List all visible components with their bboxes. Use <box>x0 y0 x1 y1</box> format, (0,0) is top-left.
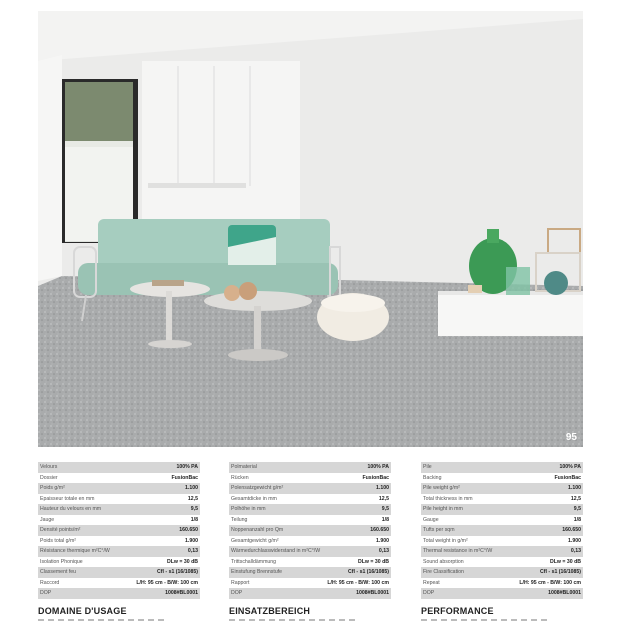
row-value: 1.100 <box>568 485 581 491</box>
row-label: Wärmedurchlasswiderstand in m²C°/W <box>231 548 321 554</box>
row-label: Repeat <box>423 579 440 586</box>
row-label: Velours <box>40 464 58 470</box>
row-label: Pile weight g/m² <box>423 485 460 491</box>
row-value: 1.900 <box>568 537 581 544</box>
table-row <box>38 494 200 505</box>
row-label: Sound absorption <box>423 558 464 565</box>
row-value: 1.900 <box>185 537 198 544</box>
row-value: 1.900 <box>376 537 389 544</box>
row-label: Pile height in mm <box>423 506 463 512</box>
row-value: 1008#BL0001 <box>356 590 389 596</box>
table-row <box>229 578 391 589</box>
row-label: Dossier <box>40 474 58 481</box>
row-value: 0,13 <box>378 548 389 554</box>
row-label: Isolation Phonique <box>40 558 83 565</box>
table-row <box>229 525 391 536</box>
table-row <box>421 473 583 484</box>
row-value: 100% PA <box>559 464 581 470</box>
table-row <box>38 546 200 557</box>
row-value: 1.100 <box>376 485 389 491</box>
table-row <box>229 588 391 599</box>
row-value: 1.100 <box>185 485 198 491</box>
row-label: Poids total g/m² <box>40 537 77 544</box>
row-value: 160.650 <box>370 527 389 533</box>
row-label: Gesamtdicke in mm <box>231 495 277 502</box>
table-row <box>38 504 200 515</box>
table-row <box>229 515 391 526</box>
row-value: 100% PA <box>176 464 198 470</box>
row-label: Polmaterial <box>231 464 257 470</box>
row-label: Résistance thermique m²C°/W <box>40 548 110 554</box>
table-row <box>421 515 583 526</box>
table-row <box>421 578 583 589</box>
table-row <box>421 536 583 547</box>
row-label: Tufts per sqm <box>423 527 455 533</box>
table-row <box>421 494 583 505</box>
row-value: FusionBac <box>362 474 389 481</box>
row-value: 1/8 <box>190 516 198 523</box>
row-value: 0,13 <box>187 548 198 554</box>
heading-performance: PERFORMANCE <box>421 606 494 616</box>
row-label: Densité points/m² <box>40 527 81 533</box>
row-label: Poids g/m² <box>40 485 65 491</box>
row-label: Rapport <box>231 579 250 586</box>
row-value: DLw = 30 dB <box>550 558 581 565</box>
row-label: Noppenanzahl pro Qm <box>231 527 284 533</box>
row-label: DOP <box>40 590 52 596</box>
heading-einsatzbereich: EINSATZBEREICH <box>229 606 311 616</box>
room-photo <box>38 11 583 447</box>
row-label: Gesamtgewicht g/m² <box>231 537 279 544</box>
row-value: 9,5 <box>381 506 389 512</box>
table-row <box>421 504 583 515</box>
row-label: Raccord <box>40 579 60 586</box>
table-row <box>421 588 583 599</box>
row-label: Total thickness in mm <box>423 495 473 502</box>
row-value: 0,13 <box>570 548 581 554</box>
row-value: 160.650 <box>562 527 581 533</box>
table-row <box>229 546 391 557</box>
table-row <box>38 462 200 473</box>
table-row <box>38 525 200 536</box>
row-label: DOP <box>231 590 243 596</box>
heading-domaine-dusage: DOMAINE D'USAGE <box>38 606 127 616</box>
spec-table-german <box>229 462 391 599</box>
table-row <box>38 473 200 484</box>
row-label: Trittschalldämmung <box>231 558 277 565</box>
row-label: Thermal resistance in m²C°/W <box>423 548 493 554</box>
row-label: Gauge <box>423 516 439 523</box>
row-value: FusionBac <box>171 474 198 481</box>
row-value: CfI - s1 (16/1085) <box>348 569 389 575</box>
row-value: L/H: 95 cm - B/W: 100 cm <box>519 579 581 586</box>
row-label: Teilung <box>231 516 248 523</box>
table-row <box>421 546 583 557</box>
table-row <box>229 536 391 547</box>
table-row <box>38 557 200 568</box>
row-value: 9,5 <box>190 506 198 512</box>
table-row <box>421 525 583 536</box>
row-value: 1/8 <box>573 516 581 523</box>
spec-table-french <box>38 462 200 599</box>
row-label: Rücken <box>231 474 249 481</box>
table-row <box>229 567 391 578</box>
row-label: Total weight in g/m² <box>423 537 468 544</box>
table-row <box>229 504 391 515</box>
table-row <box>421 567 583 578</box>
table-row <box>229 557 391 568</box>
table-row <box>229 462 391 473</box>
room-illustration <box>38 11 583 447</box>
row-label: Hauteur du velours en mm <box>40 506 102 512</box>
row-value: 12,5 <box>378 495 389 502</box>
row-value: L/H: 95 cm - B/W: 100 cm <box>136 579 198 586</box>
table-row <box>38 536 200 547</box>
row-value: CfI - s1 (16/1085) <box>157 569 198 575</box>
row-value: CfI - s1 (16/1085) <box>540 569 581 575</box>
row-label: Polensatzgewicht g/m² <box>231 485 284 491</box>
page-number: 95 <box>565 432 577 443</box>
row-value: 12,5 <box>187 495 198 502</box>
row-value: 100% PA <box>367 464 389 470</box>
row-value: 12,5 <box>570 495 581 502</box>
row-value: DLw = 30 dB <box>358 558 389 565</box>
row-label: Jauge <box>40 516 55 523</box>
table-row <box>421 462 583 473</box>
row-value: 1008#BL0001 <box>165 590 198 596</box>
table-row <box>38 567 200 578</box>
table-row <box>421 557 583 568</box>
row-label: Backing <box>423 474 442 481</box>
row-value: 1/8 <box>381 516 389 523</box>
row-value: L/H: 95 cm - B/W: 100 cm <box>327 579 389 586</box>
table-row <box>229 483 391 494</box>
row-value: DLw = 30 dB <box>167 558 198 565</box>
spec-table-english <box>421 462 583 599</box>
row-label: Pile <box>423 464 432 470</box>
table-row <box>229 473 391 484</box>
table-row <box>38 588 200 599</box>
row-label: DOP <box>423 590 435 596</box>
row-value: FusionBac <box>554 474 581 481</box>
table-row <box>38 578 200 589</box>
table-row <box>38 483 200 494</box>
row-value: 160.650 <box>179 527 198 533</box>
row-label: Classement feu <box>40 569 77 575</box>
row-label: Fire Classification <box>423 569 464 575</box>
row-value: 9,5 <box>573 506 581 512</box>
table-row <box>38 515 200 526</box>
row-label: Polhöhe in mm <box>231 506 266 512</box>
row-value: 1008#BL0001 <box>548 590 581 596</box>
table-row <box>421 483 583 494</box>
row-label: Einstufung Brennstufe <box>231 569 283 575</box>
row-label: Epaisseur totale en mm <box>40 495 95 502</box>
table-row <box>229 494 391 505</box>
